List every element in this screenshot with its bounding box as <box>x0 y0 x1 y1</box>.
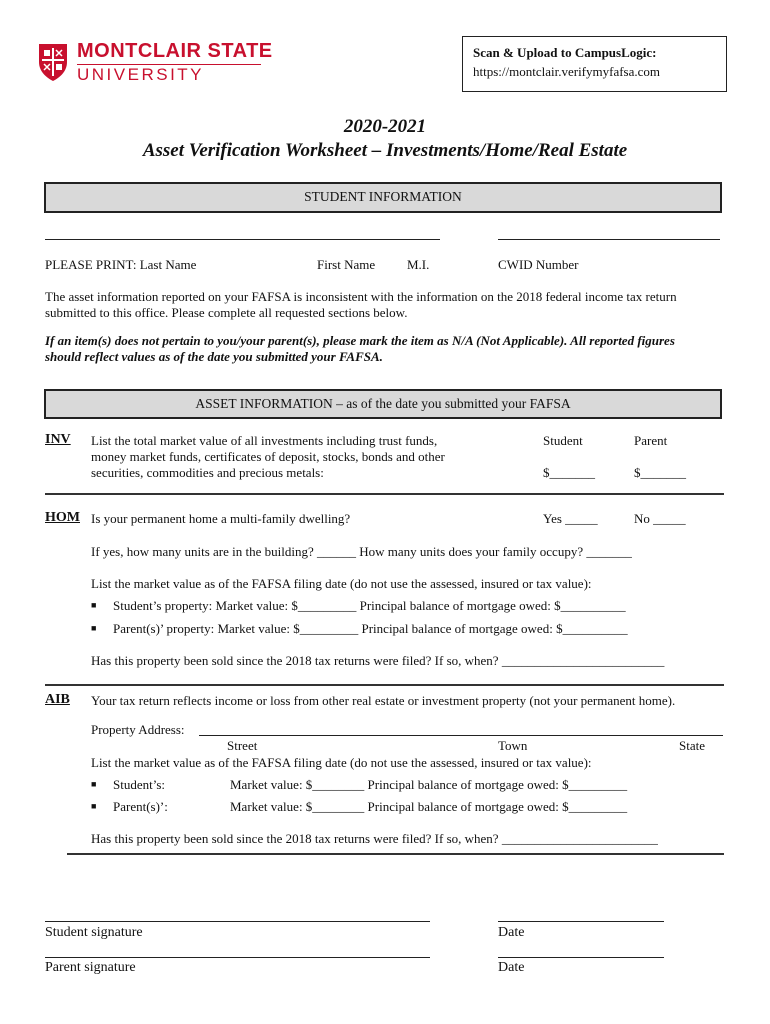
student-info-header: STUDENT INFORMATION <box>44 182 722 213</box>
aib-students-values[interactable]: Market value: $________ Principal balance of mortgage owed: $_________ <box>230 777 628 792</box>
student-signature-line[interactable] <box>45 921 430 922</box>
intro-line-2: submitted to this office. Please complete all requested sections below. <box>45 305 408 320</box>
first-name-label: First Name <box>317 257 376 272</box>
square-bullet-icon: ■ <box>91 623 97 633</box>
upload-url[interactable]: https://montclair.verifymyfafsa.com <box>473 64 661 79</box>
aib-students-label: Student’s: <box>113 777 166 792</box>
inv-line-2: money market funds, certificates of deposit, stocks, bonds and other <box>91 449 445 464</box>
aib-street-label: Street <box>227 738 258 753</box>
inv-line-1: List the total market value of all investments including trust funds, <box>91 433 438 448</box>
hom-parent-property[interactable]: Parent(s)’ property: Market value: $_________ Principal balance of mortgage owed: $__________ <box>113 621 628 636</box>
aib-code: AIB <box>45 692 70 707</box>
last-name-label: PLEASE PRINT: Last Name <box>45 257 197 272</box>
upload-label: Scan & Upload to CampusLogic: <box>473 45 657 60</box>
square-bullet-icon: ■ <box>91 779 97 789</box>
square-bullet-icon: ■ <box>91 600 97 610</box>
aib-town-label: Town <box>498 738 528 753</box>
aib-divider <box>67 853 724 855</box>
hom-no-field[interactable]: No _____ <box>634 511 686 526</box>
aib-sold-line[interactable]: Has this property been sold since the 2018 tax returns were filed? If so, when? ________________________ <box>91 831 658 846</box>
hom-sold-line[interactable]: Has this property been sold since the 2018 tax returns were filed? If so, when? _________________________ <box>91 653 665 668</box>
parent-date-line[interactable] <box>498 957 664 958</box>
university-logo <box>37 40 273 85</box>
inv-student-field[interactable]: $_______ <box>543 465 595 480</box>
aib-market-line: List the market value as of the FAFSA filing date (do not use the assessed, insured or tax value): <box>91 755 592 770</box>
logo-line-2: UNIVERSITY <box>77 65 205 84</box>
square-bullet-icon: ■ <box>91 801 97 811</box>
hom-student-property[interactable]: Student’s property: Market value: $_________ Principal balance of mortgage owed: $__________ <box>113 598 626 613</box>
parent-date-label: Date <box>498 960 525 975</box>
hom-code: HOM <box>45 510 80 525</box>
inv-code: INV <box>45 432 71 447</box>
aib-address-line[interactable] <box>199 735 723 736</box>
inv-parent-field[interactable]: $_______ <box>634 465 686 480</box>
student-signature-label: Student signature <box>45 925 143 940</box>
hom-question: Is your permanent home a multi-family dwelling? <box>91 511 351 526</box>
title-year: 2020-2021 <box>343 116 427 137</box>
upload-info-box <box>462 36 727 92</box>
note-line-1: If an item(s) does not pertain to you/your parent(s), please mark the item as N/A (Not Applicable). All reported figures <box>45 333 675 348</box>
inv-line-3: securities, commodities and precious metals: <box>91 465 324 480</box>
logo-line-1: MONTCLAIR STATE <box>77 40 273 62</box>
student-date-line[interactable] <box>498 921 664 922</box>
aib-parents-label: Parent(s)’: <box>113 799 168 814</box>
parent-signature-label: Parent signature <box>45 960 136 975</box>
aib-line-1: Your tax return reflects income or loss from other real estate or investment property (not your permanent home). <box>91 693 676 708</box>
page-title: Asset Verification Worksheet – Investments/Home/Real Estate <box>142 140 628 161</box>
asset-info-header: ASSET INFORMATION – as of the date you submitted your FAFSA <box>44 389 722 419</box>
inv-divider <box>45 493 724 495</box>
hom-units-line[interactable]: If yes, how many units are in the building? ______ How many units does your family occupy? _______ <box>91 544 632 559</box>
hom-yes-field[interactable]: Yes _____ <box>543 511 598 526</box>
parent-signature-line[interactable] <box>45 957 430 958</box>
hom-divider <box>45 684 724 686</box>
student-date-label: Date <box>498 925 525 940</box>
aib-parents-values[interactable]: Market value: $________ Principal balance of mortgage owed: $_________ <box>230 799 628 814</box>
intro-line-1: The asset information reported on your FAFSA is inconsistent with the information on the 2018 federal income tax return <box>45 289 677 304</box>
inv-student-label: Student <box>543 433 583 448</box>
mi-label: M.I. <box>407 257 430 272</box>
montclair-crest-icon <box>37 42 69 82</box>
name-line[interactable] <box>45 239 440 240</box>
aib-address-label: Property Address: <box>91 722 185 737</box>
cwid-label: CWID Number <box>498 257 579 272</box>
inv-parent-label: Parent <box>634 433 668 448</box>
note-line-2: should reflect values as of the date you submitted your FAFSA. <box>45 349 383 364</box>
cwid-line[interactable] <box>498 239 720 240</box>
hom-market-line: List the market value as of the FAFSA filing date (do not use the assessed, insured or tax value): <box>91 576 592 591</box>
aib-state-label: State <box>679 738 705 753</box>
